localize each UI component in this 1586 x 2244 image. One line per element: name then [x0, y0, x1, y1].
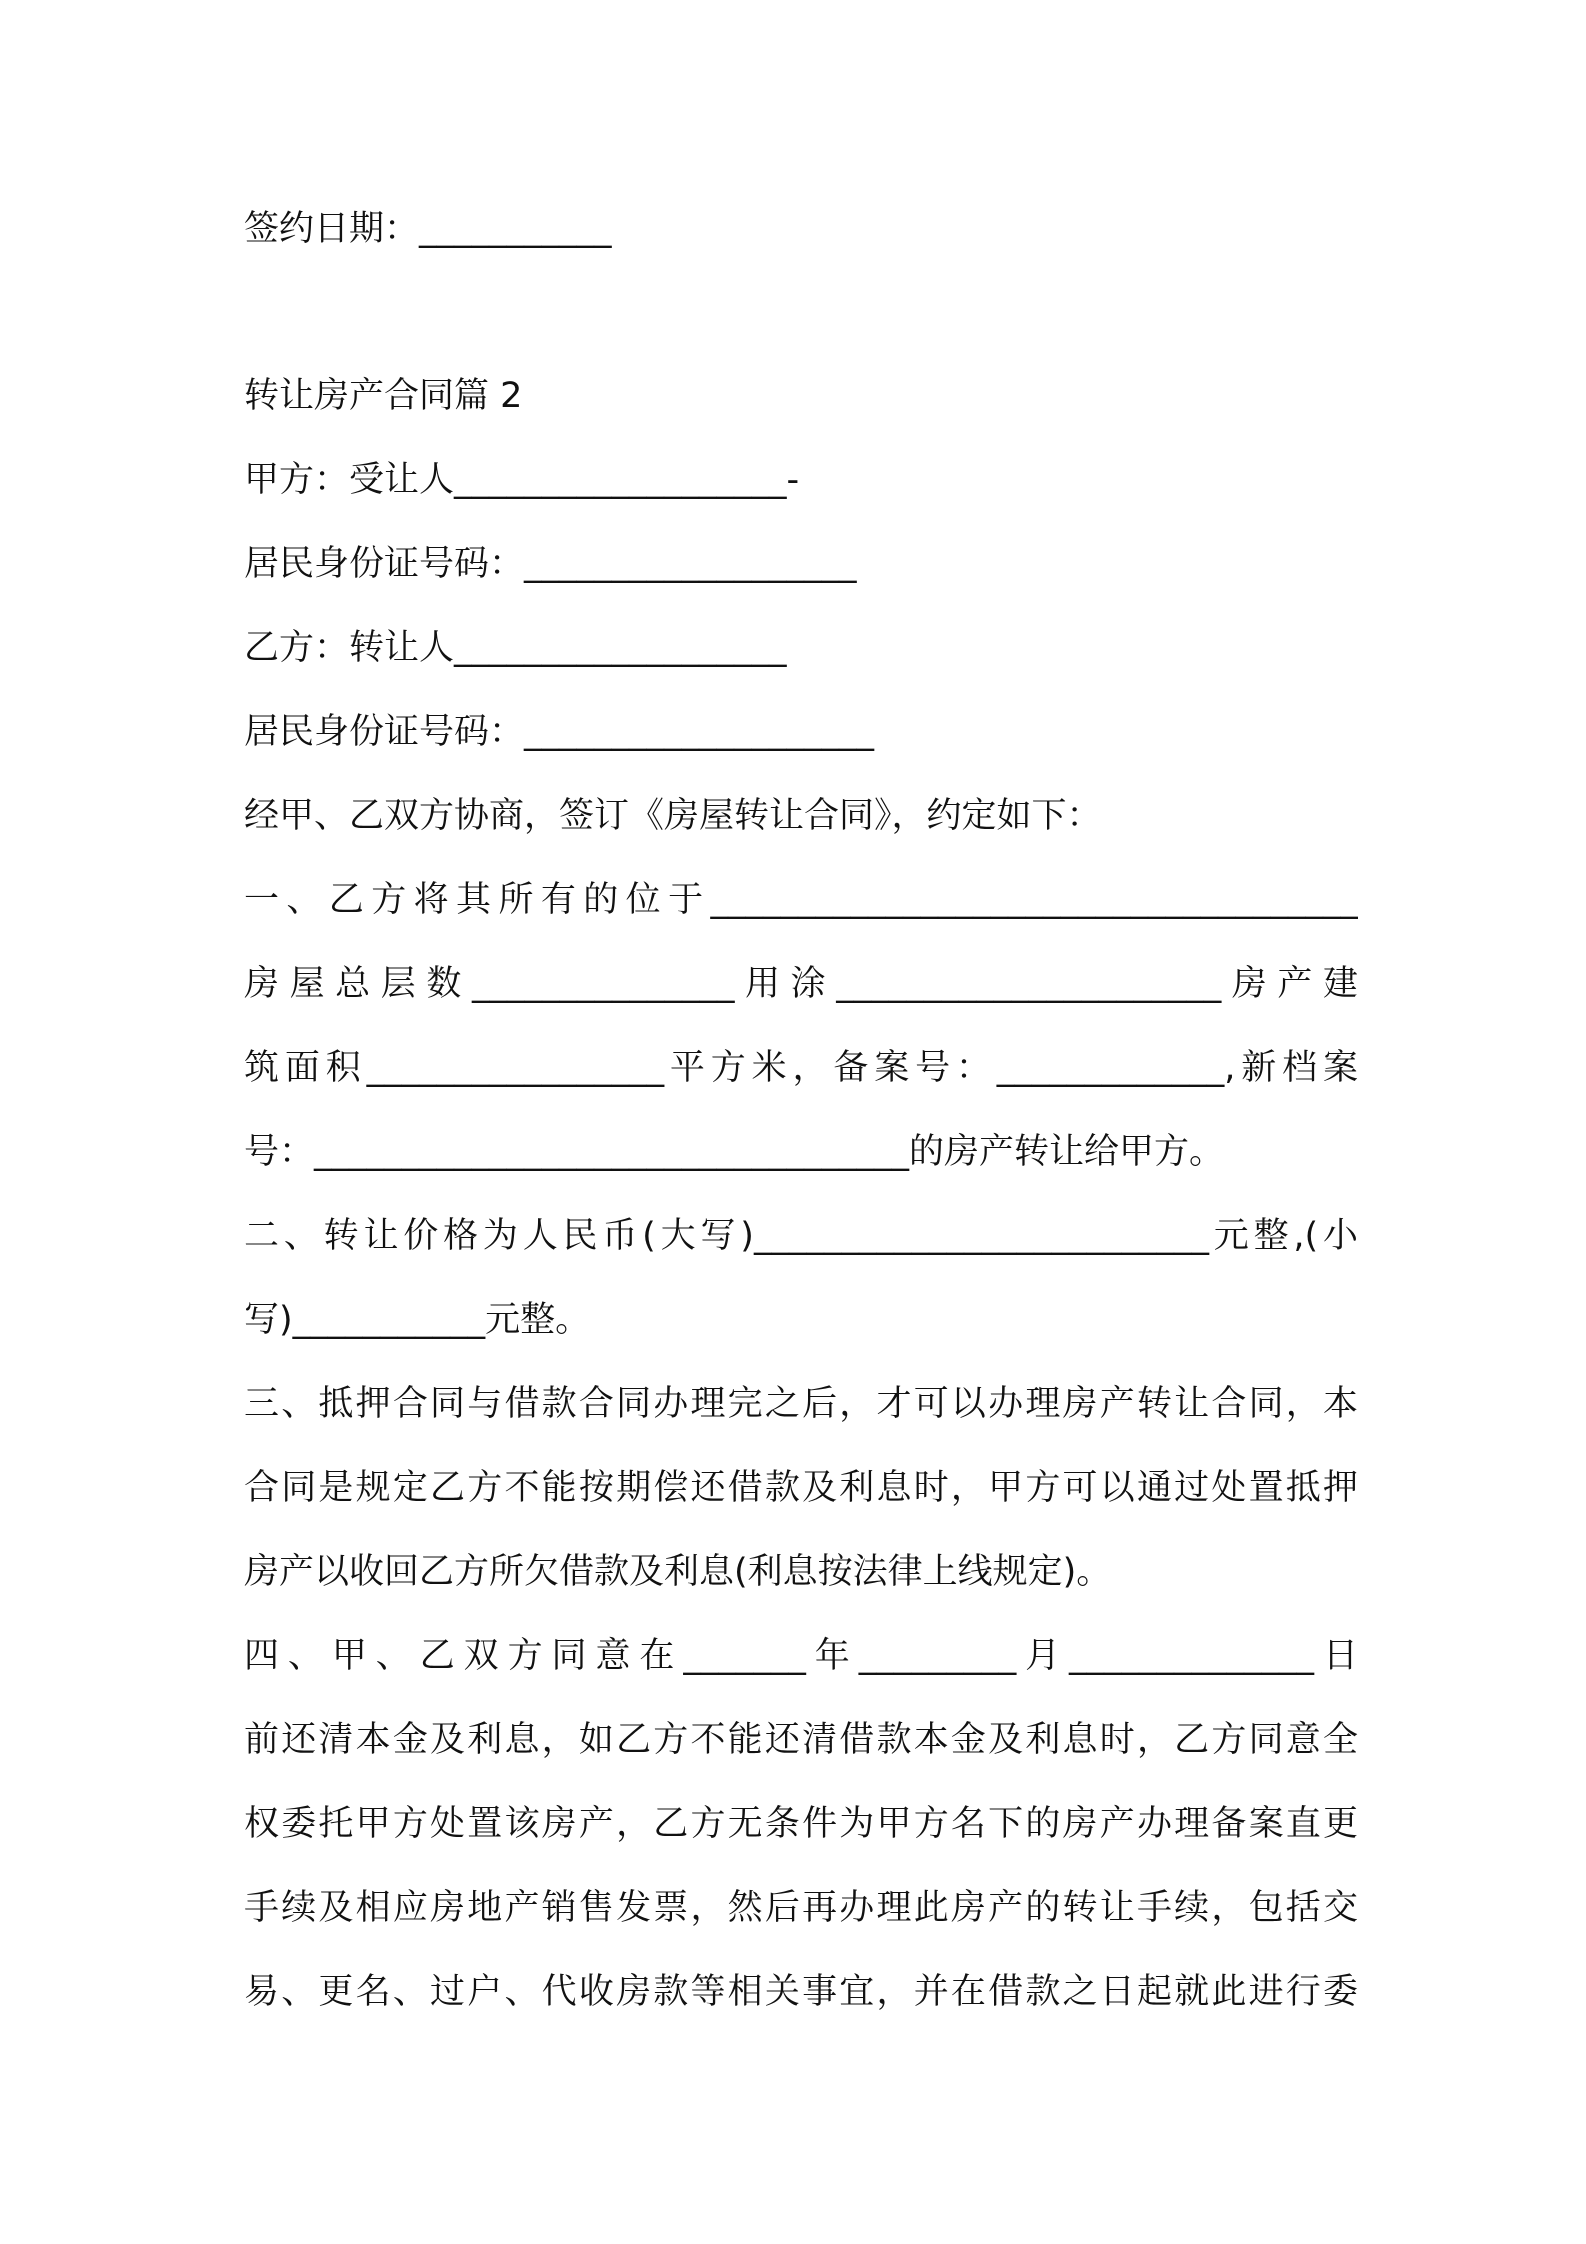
clause-1-line-1: 一、乙方将其所有的位于_____________________________________ [244, 880, 1358, 920]
agreement-intro-line: 经甲、乙双方协商，签订《房屋转让合同》，约定如下： [244, 796, 1102, 836]
section-title: 转让房产合同篇 2 [244, 376, 523, 416]
signing-date-line: 签约日期：___________ [244, 209, 612, 249]
clause-4-line-2: 前还清本金及利息，如乙方不能还清借款本金及利息时，乙方同意全 [244, 1720, 1358, 1760]
clause-3-line-3: 房产以收回乙方所欠借款及利息(利息按法律上线规定)。 [244, 1552, 1112, 1592]
clause-2-line-2: 写)___________元整。 [244, 1300, 591, 1340]
clause-4-line-3: 权委托甲方处置该房产，乙方无条件为甲方名下的房产办理备案直更 [244, 1804, 1358, 1844]
clause-2-line-1: 二、转让价格为人民币(大写)__________________________元整,(小 [244, 1216, 1358, 1256]
clause-4-line-4: 手续及相应房地产销售发票，然后再办理此房产的转让手续，包括交 [244, 1888, 1358, 1928]
clause-1-line-2: 房屋总层数_______________用涂______________________房产建 [244, 964, 1358, 1004]
clause-1-line-3: 筑面积_________________平方米，备案号：_____________,新档案 [244, 1048, 1358, 1088]
clause-3-line-1: 三、抵押合同与借款合同办理完之后，才可以办理房产转让合同，本 [244, 1384, 1358, 1424]
clause-1-line-4: 号：__________________________________的房产转让给甲方。 [244, 1132, 1225, 1172]
clause-4-line-1: 四、甲、乙双方同意在_______年_________月______________日 [244, 1636, 1358, 1676]
party-a-line: 甲方：受让人___________________- [244, 460, 800, 500]
clause-3-line-2: 合同是规定乙方不能按期偿还借款及利息时，甲方可以通过处置抵押 [244, 1468, 1358, 1508]
party-b-id-line: 居民身份证号码：____________________ [244, 712, 875, 752]
party-a-id-line: 居民身份证号码：___________________ [244, 544, 857, 584]
party-b-line: 乙方：转让人___________________ [244, 628, 787, 668]
clause-4-line-5: 易、更名、过户、代收房款等相关事宜，并在借款之日起就此进行委 [244, 1972, 1358, 2012]
